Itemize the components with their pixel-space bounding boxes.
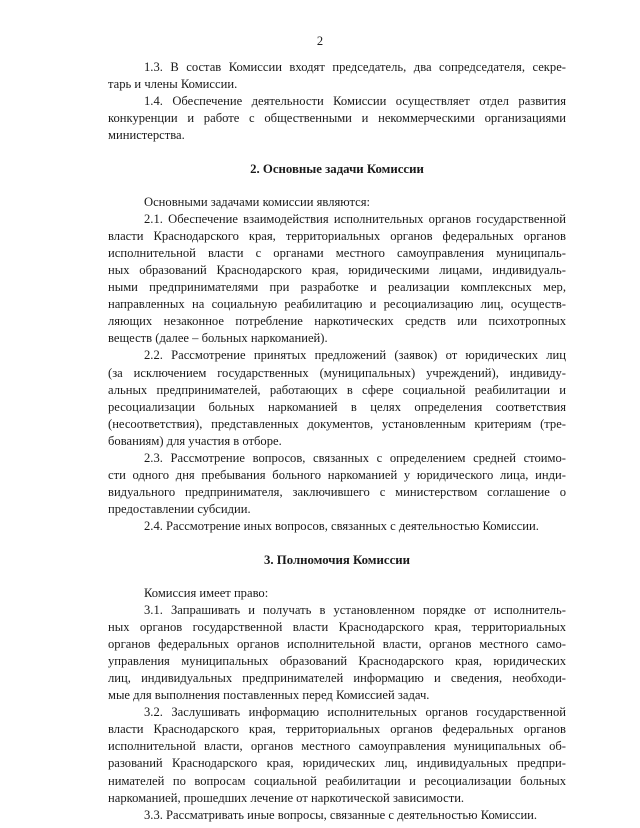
text-line: Комиссия имеет право:: [144, 585, 269, 600]
text-line: исполнительной власти, органов местного самоуправления муниципальных об-: [108, 739, 566, 754]
section-tasks: [108, 161, 566, 535]
paragraph-1-4: [108, 93, 566, 144]
text-line: 1.3. В состав Комиссии входят председатель, два сопредседателя, секре-: [144, 60, 566, 74]
text-line: веществ (далее – больных наркоманией).: [108, 331, 328, 346]
text-line: исполнительной власти с органами местного самоуправления муниципаль-: [108, 245, 566, 260]
section-powers: [108, 552, 566, 823]
text-line: Основными задачами комиссии являются:: [144, 194, 371, 209]
text-line: бованиям) для участия в отборе.: [108, 433, 282, 448]
text-line: 2.4. Рассмотрение иных вопросов, связанных с деятельностью Комиссии.: [144, 519, 539, 534]
section-heading: 2. Основные задачи Комиссии: [250, 162, 424, 177]
page-number: 2: [316, 34, 324, 48]
text-line: власти Краснодарского края, территориальных органов федеральных органов: [108, 228, 566, 243]
text-line: органов федеральных органов исполнительной власти, органов местного само-: [108, 636, 566, 651]
text-line: ных органов государственной власти Краснодарского края, территориальных: [108, 619, 566, 634]
text-line: ресоциализации больных наркоманией в целях определения соответствия: [108, 399, 566, 414]
section-intro: [108, 59, 566, 144]
paragraph-3-1: [108, 602, 566, 705]
text-line: 3.1. Запрашивать и получать в установленном порядке от исполнитель-: [144, 602, 566, 617]
text-line: власти Краснодарского края, территориальных органов федеральных органов: [108, 722, 566, 737]
text-line: (за исключением государственных (муниципальных) учреждений), индивиду-: [108, 365, 566, 380]
text-line: сти одного дня пребывания больного наркоманией у юридического лица, инди-: [108, 468, 566, 483]
text-line: конкуренции и работе с общественными и некоммерческими организациями: [108, 111, 566, 126]
paragraph-2-1: [108, 211, 566, 348]
text-line: мые для выполнения поставленных перед Комиссией задач.: [108, 688, 430, 703]
text-line: видуального предпринимателя, заключившего с министерством соглашение о: [108, 485, 566, 500]
text-line: предоставлении субсидии.: [108, 502, 251, 517]
paragraph-powers-intro: [108, 585, 566, 602]
text-line: тарь и члены Комиссии.: [108, 77, 238, 92]
text-line: наркоманией, прошедших лечение от наркотической зависимости.: [108, 790, 465, 805]
paragraph-3-2: [108, 704, 566, 807]
paragraph-tasks-intro: [108, 194, 566, 211]
text-line: министерства.: [108, 128, 185, 143]
text-line: ляющих незаконное потребление наркотических средств или психотропных: [108, 314, 566, 329]
text-line: 2.2. Рассмотрение принятых предложений (заявок) от юридических лиц: [144, 348, 566, 363]
paragraph-3-3: [108, 807, 566, 824]
text-line: направленных на социальную реабилитацию и ресоциализацию лиц, осуществ-: [108, 297, 566, 312]
text-line: 3.2. Заслушивать информацию исполнительных органов государственной: [144, 705, 566, 720]
section-heading: 3. Полномочия Комиссии: [263, 553, 410, 568]
text-line: разований Краснодарского края, юридических лиц, индивидуальных предпри-: [108, 756, 566, 771]
text-line: (несоответствия), представленных документов, установленным критериям (тре-: [108, 416, 566, 431]
text-line: 2.1. Обеспечение взаимодействия исполнительных органов государственной: [144, 211, 566, 226]
paragraph-2-2: [108, 347, 566, 450]
text-line: лиц, индивидуальных предпринимателей информацию и сведения, необходи-: [108, 671, 566, 685]
paragraph-2-4: [108, 518, 566, 535]
paragraph-1-3: [108, 59, 566, 93]
text-line: 1.4. Обеспечение деятельности Комиссии осуществляет отдел развития: [144, 94, 566, 109]
text-line: управления муниципальных образований Краснодарского края, юридических: [108, 653, 566, 668]
document-body: [108, 59, 566, 824]
text-line: 3.3. Рассматривать иные вопросы, связанные с деятельностью Комиссии.: [144, 807, 538, 822]
text-line: нимателей по вопросам социальной реабилитации и ресоциализации больных: [108, 773, 566, 788]
text-line: 2.3. Рассмотрение вопросов, связанных с определением средней стоимо-: [144, 450, 566, 465]
text-line: ных образований Краснодарского края, юридическими лицами, индивидуаль-: [108, 262, 566, 277]
paragraph-2-3: [108, 450, 566, 518]
text-line: ными предпринимателями при разработке и реализации комплексных мер,: [108, 280, 566, 295]
text-line: альных предпринимателей, работающих в сфере социальной реабилитации и: [108, 382, 566, 397]
